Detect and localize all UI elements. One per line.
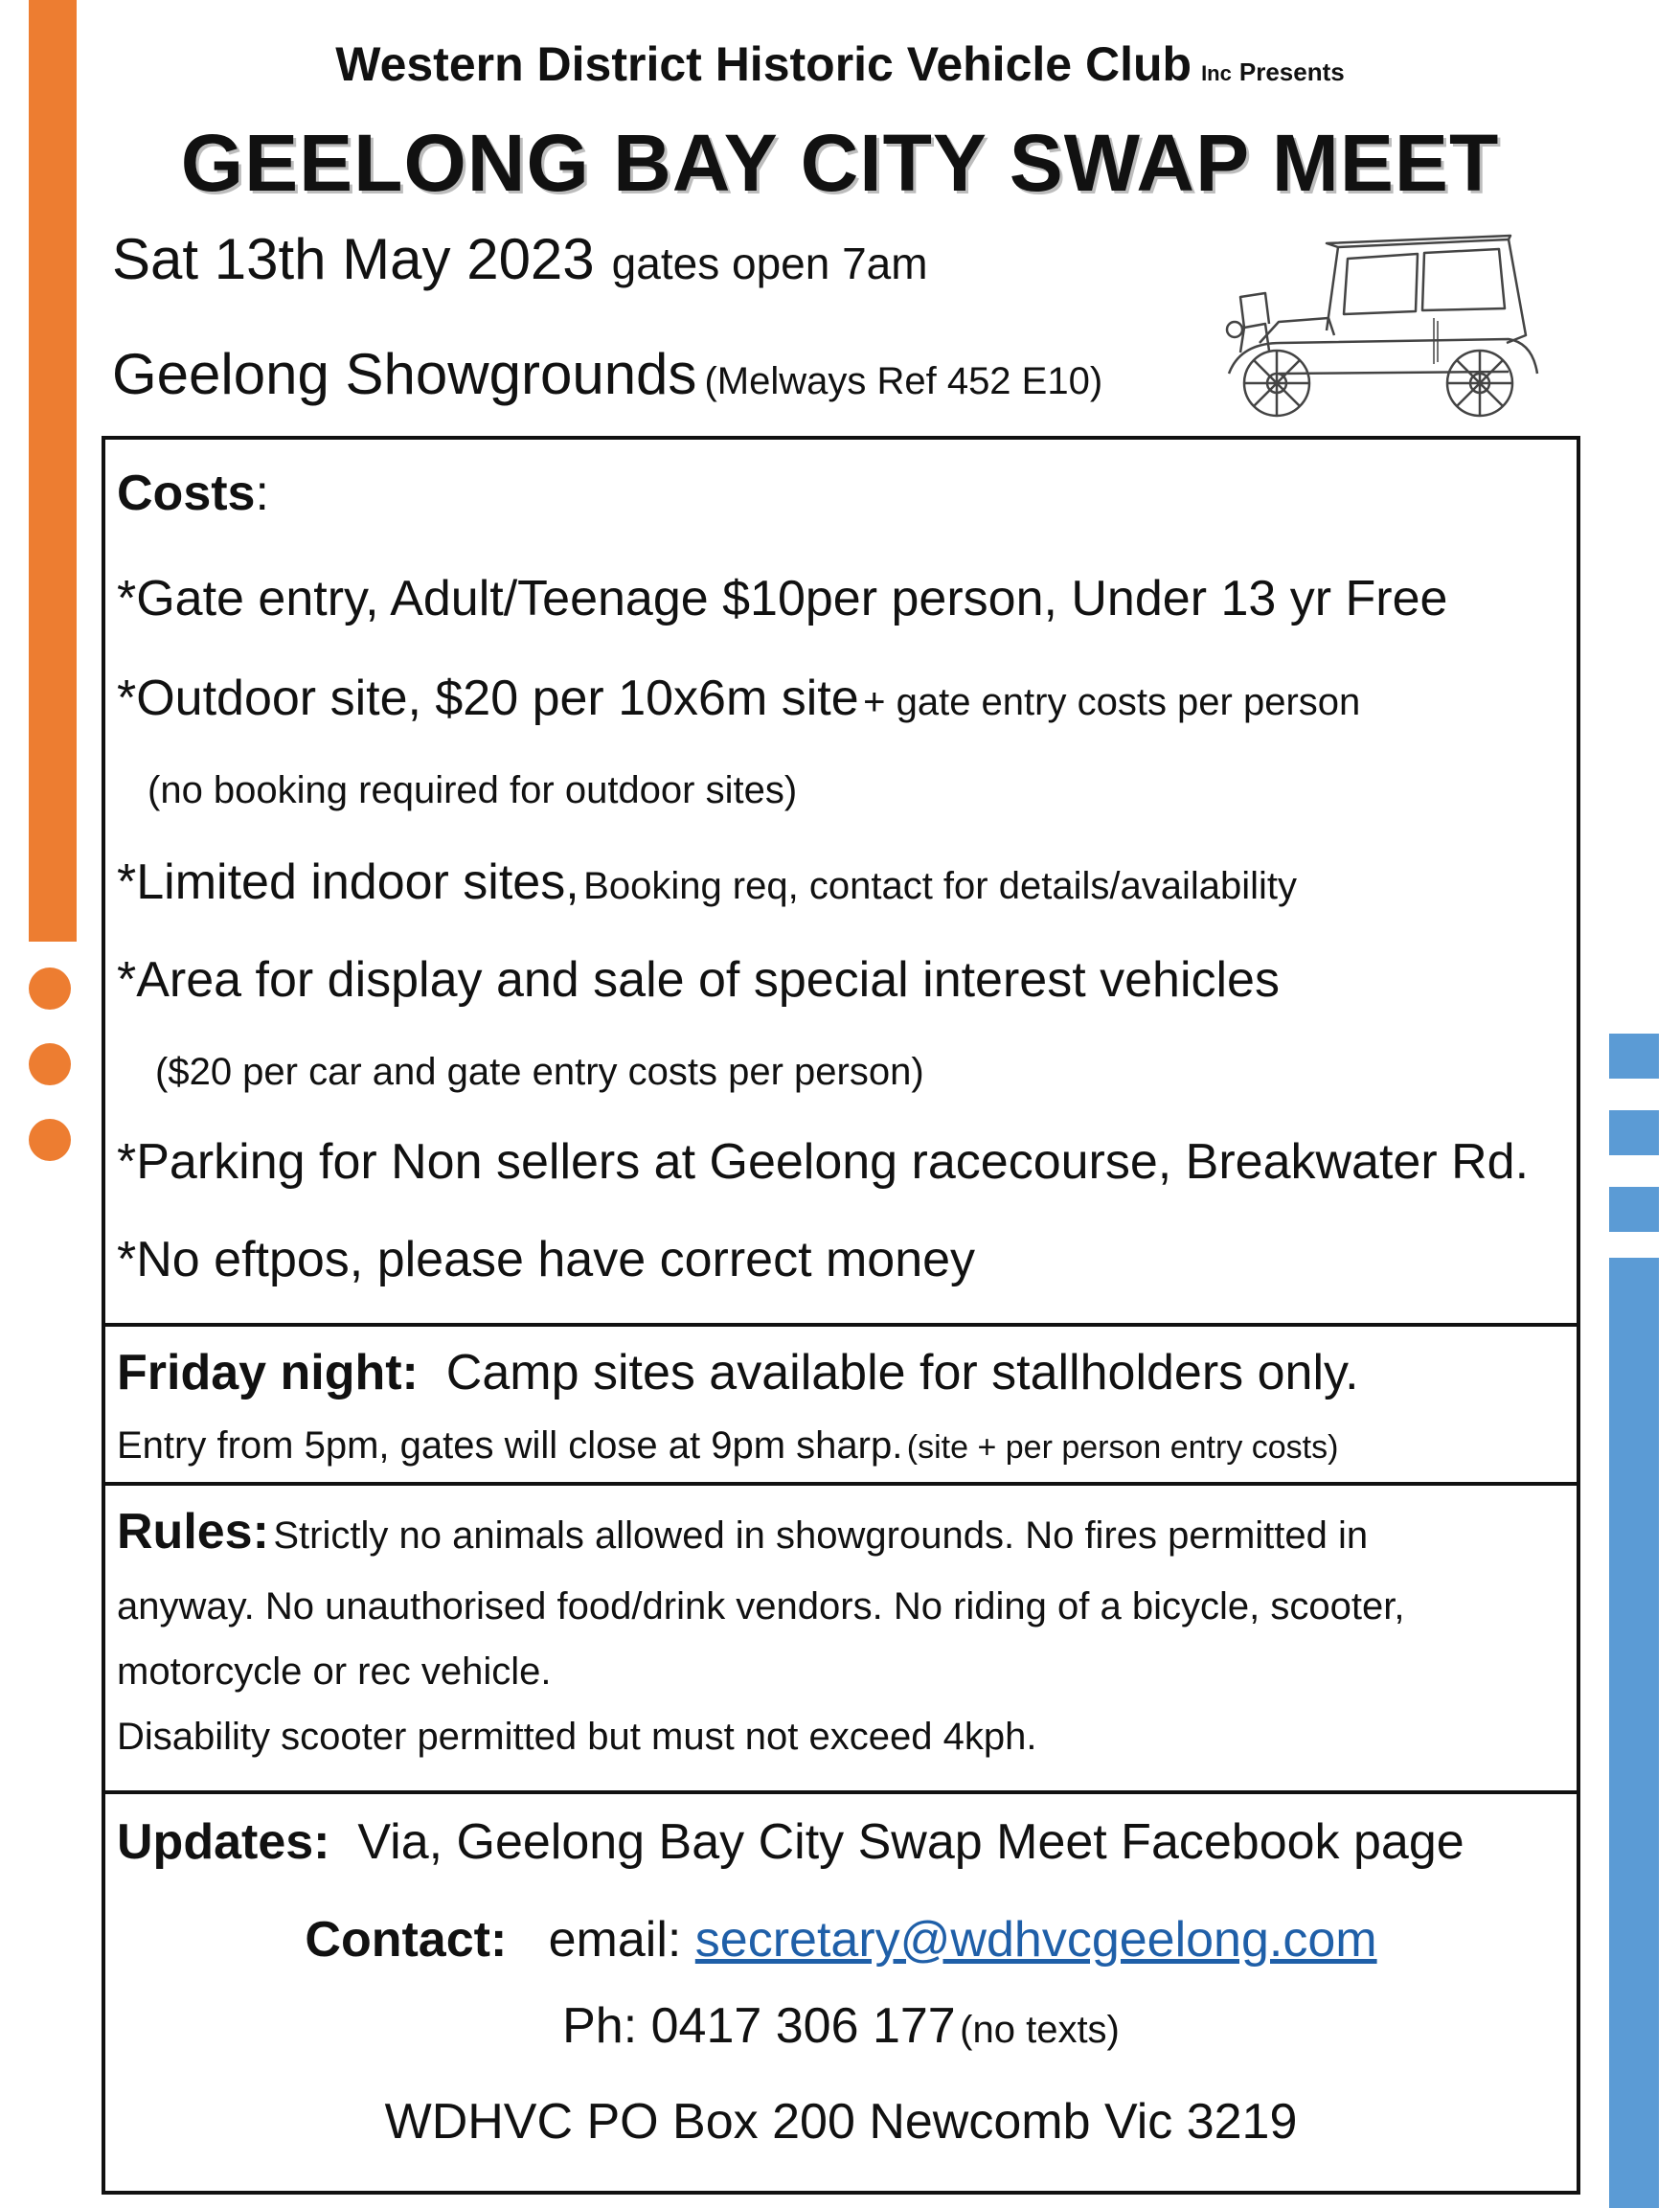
contact-phone-note: (no texts) — [960, 2009, 1120, 2051]
cost-gate-entry: *Gate entry, Adult/Teenage $10per person, Under 13 yr Free — [117, 571, 1448, 626]
club-name: Western District Historic Vehicle Club — [335, 37, 1192, 91]
cost-outdoor: *Outdoor site, $20 per 10x6m site — [117, 671, 859, 726]
rules-text-2: anyway. No unauthorised food/drink vendors. No riding of a bicycle, scooter, — [117, 1585, 1405, 1628]
contact-email-line — [105, 1911, 1577, 1969]
cost-outdoor-line — [117, 670, 1360, 727]
cost-display: *Area for display and sale of special interest vehicles — [117, 952, 1280, 1008]
updates-text: Via, Geelong Bay City Swap Meet Facebook page — [357, 1814, 1464, 1870]
rules-heading: Rules: — [117, 1504, 269, 1559]
club-presents: Presents — [1238, 57, 1345, 86]
vintage-car-illustration — [1221, 230, 1542, 421]
cost-parking: *Parking for Non sellers at Geelong racecourse, Breakwater Rd. — [117, 1134, 1530, 1190]
friday-entry-note: (site + per person entry costs) — [906, 1429, 1339, 1466]
rules-line-1 — [117, 1503, 1368, 1560]
friday-entry-line — [117, 1424, 1338, 1468]
blue-square — [1609, 1110, 1659, 1155]
rules-text-3: motorcycle or rec vehicle. — [117, 1650, 552, 1693]
costs-heading-line — [117, 465, 269, 522]
contact-phone: Ph: 0417 306 177 — [562, 1998, 956, 2054]
orange-dot — [29, 1043, 71, 1085]
event-date-line — [112, 226, 928, 292]
contact-heading: Contact: — [305, 1912, 508, 1968]
melways-ref: (Melways Ref 452 E10) — [704, 360, 1103, 402]
event-title: GEELONG BAY CITY SWAP MEET — [180, 118, 1500, 208]
cost-indoor-line — [117, 854, 1297, 911]
email-label: email: — [548, 1912, 682, 1968]
club-line — [0, 36, 1680, 92]
cost-display-note: ($20 per car and gate entry costs per person) — [155, 1051, 924, 1093]
club-inc: Inc — [1201, 61, 1232, 85]
costs-colon: : — [255, 466, 269, 521]
event-venue-line — [112, 341, 1102, 407]
rules-text-4: Disability scooter permitted but must not exceed 4kph. — [117, 1716, 1037, 1758]
costs-heading: Costs — [117, 466, 256, 521]
cost-indoor: *Limited indoor sites, — [117, 854, 579, 910]
cost-outdoor-extra: + gate entry costs per person — [863, 681, 1361, 723]
rules-text-1: Strictly no animals allowed in showgrounds. No fires permitted in — [273, 1514, 1369, 1557]
cost-indoor-extra: Booking req, contact for details/availability — [583, 865, 1297, 907]
orange-dot — [29, 967, 71, 1010]
updates-heading: Updates: — [117, 1814, 330, 1870]
blue-square — [1609, 1034, 1659, 1079]
friday-heading: Friday night: — [117, 1345, 419, 1400]
cost-eftpos: *No eftpos, please have correct money — [117, 1232, 976, 1287]
friday-text: Camp sites available for stallholders only. — [445, 1345, 1359, 1400]
gates-open: gates open 7am — [611, 239, 928, 288]
venue-name: Geelong Showgrounds — [112, 342, 697, 406]
friday-entry: Entry from 5pm, gates will close at 9pm sharp. — [117, 1424, 903, 1467]
costs-section — [102, 436, 1580, 1327]
orange-dot — [29, 1119, 71, 1161]
contact-address: WDHVC PO Box 200 Newcomb Vic 3219 — [384, 2094, 1298, 2150]
cost-outdoor-note: (no booking required for outdoor sites) — [148, 769, 798, 811]
rules-section — [102, 1482, 1580, 1794]
contact-phone-line — [105, 1997, 1577, 2055]
blue-accent-bar — [1609, 1258, 1659, 2208]
blue-square — [1609, 1187, 1659, 1232]
contact-section — [102, 1790, 1580, 2195]
friday-line — [117, 1344, 1359, 1401]
updates-line — [117, 1813, 1464, 1871]
email-link[interactable]: secretary@wdhvcgeelong.com — [694, 1912, 1377, 1968]
friday-section — [102, 1323, 1580, 1486]
event-date: Sat 13th May 2023 — [112, 227, 595, 291]
